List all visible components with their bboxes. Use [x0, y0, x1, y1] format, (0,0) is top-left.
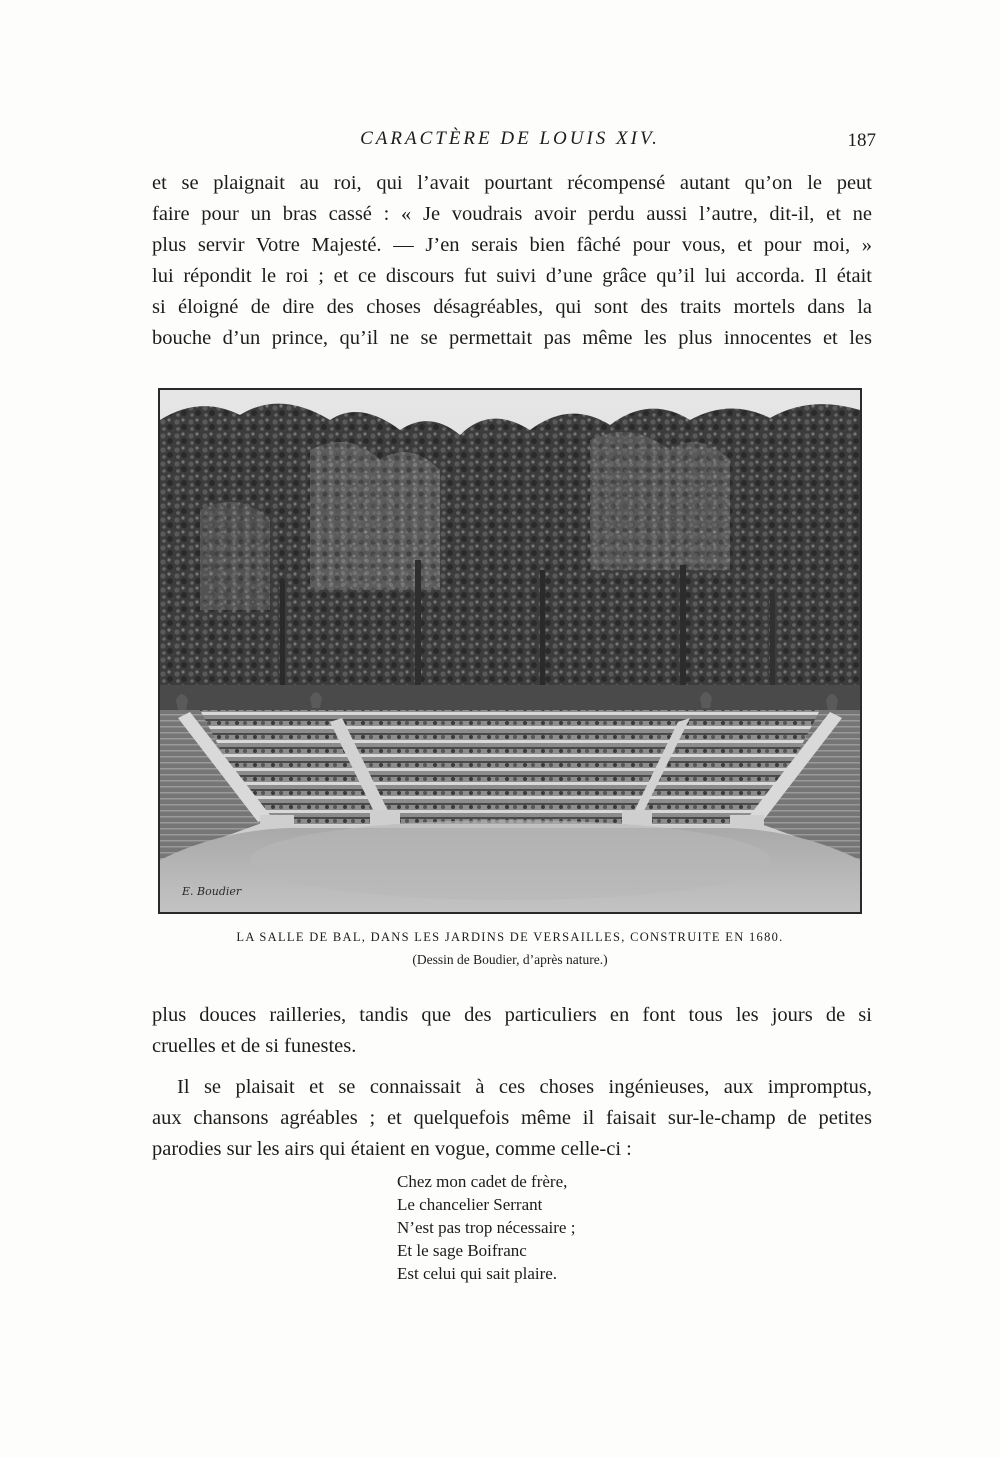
- text-line: Il se plaisait et se connaissait à ces choses ingénieuses, aux impromptus,: [177, 1076, 872, 1098]
- paragraph-bottom: [152, 1000, 872, 1165]
- text-line: plus servir Votre Majesté. — J’en serais bien fâché pour vous, et pour moi, »: [152, 234, 872, 256]
- figure-caption: LA SALLE DE BAL, DANS LES JARDINS DE VERSAILLES, CONSTRUITE EN 1680.: [236, 930, 784, 944]
- text-line: et se plaignait au roi, qui l’avait pourtant récompensé autant qu’on le peut: [152, 172, 872, 194]
- verse-quote: [397, 1170, 575, 1285]
- text-line: plus douces railleries, tandis que des particuliers en font tous les jours de si: [152, 1004, 872, 1026]
- text-line: parodies sur les airs qui étaient en vogue, comme celle-ci :: [152, 1138, 632, 1160]
- paragraph: [152, 1000, 872, 1062]
- figure-credit: (Dessin de Boudier, d’après nature.): [412, 952, 608, 967]
- illustration-salle-de-bal: [158, 388, 862, 914]
- text-line: lui répondit le roi ; et ce discours fut suivi d’une grâce qu’il lui accorda. Il était: [152, 265, 872, 287]
- artist-signature: E. Boudier: [182, 885, 242, 898]
- paragraph: [152, 1072, 872, 1165]
- running-title: CARACTÈRE DE LOUIS XIV.: [360, 128, 660, 149]
- text-line: si éloigné de dire des choses désagréables, qui sont des traits mortels dans la: [152, 296, 872, 318]
- verse-line: Est celui qui sait plaire.: [397, 1264, 558, 1283]
- verse-line: Et le sage Boifranc: [397, 1241, 527, 1260]
- verse-line: N’est pas trop nécessaire ;: [397, 1218, 576, 1237]
- text-line: bouche d’un prince, qu’il ne se permettait pas même les plus innocentes et les: [152, 327, 872, 349]
- verse-line: Chez mon cadet de frère,: [397, 1172, 568, 1191]
- text-line: faire pour un bras cassé : « Je voudrais avoir perdu aussi l’autre, dit-il, et ne: [152, 203, 872, 225]
- paragraph-top: [152, 168, 872, 354]
- running-head: [150, 128, 876, 158]
- verse-line: Le chancelier Serrant: [397, 1195, 543, 1214]
- text-line: cruelles et de si funestes.: [152, 1035, 357, 1057]
- text-line: aux chansons agréables ; et quelquefois même il faisait sur-le-champ de petites: [152, 1107, 872, 1129]
- page-number: 187: [847, 130, 876, 151]
